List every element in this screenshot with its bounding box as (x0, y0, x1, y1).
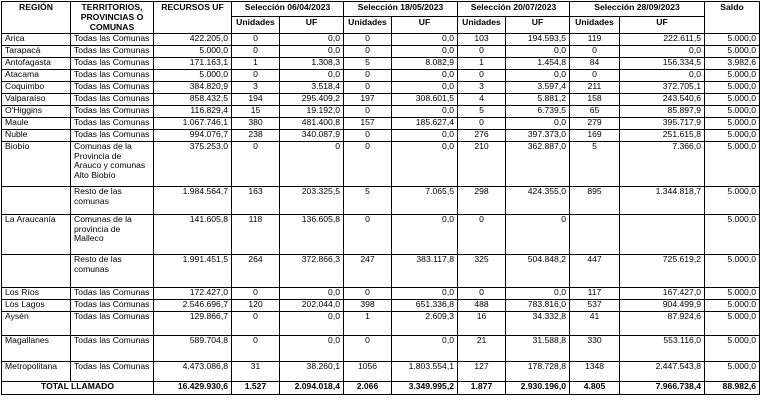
table-row (2, 335, 760, 361)
territorio-cell: Resto de las comunas (71, 186, 154, 214)
territorio-cell: Todas las Comunas (71, 311, 154, 335)
recursos-cell: 384.820,9 (154, 81, 232, 93)
s3-uf-cell: 0,0 (506, 45, 570, 57)
s3-uf-cell: 504.848,2 (506, 254, 570, 287)
s4-uf-cell: 395.717,9 (620, 117, 705, 129)
table-row (2, 45, 760, 57)
total-s2-unidades: 2.066 (344, 381, 392, 394)
s3-uf-cell: 194.593,5 (506, 33, 570, 45)
s4-uf-cell: 87.924,6 (620, 311, 705, 335)
s1-unidades-cell: 380 (232, 117, 280, 129)
recursos-cell: 116.829,4 (154, 105, 232, 117)
s2-unidades-cell: 0 (344, 45, 392, 57)
s4-unidades-cell: 5 (570, 141, 620, 186)
table-row (2, 214, 760, 254)
s2-unidades-cell: 0 (344, 105, 392, 117)
s3-unidades-cell: 0 (458, 287, 506, 299)
s3-uf-cell: 362.887,0 (506, 141, 570, 186)
subheader-unidades: Unidades (344, 17, 392, 33)
territorio-cell: Todas las Comunas (71, 105, 154, 117)
region-cell: La Araucanía (2, 214, 71, 254)
s4-uf-cell (620, 214, 705, 254)
s1-unidades-cell: 194 (232, 93, 280, 105)
s4-uf-cell: 7.366,0 (620, 141, 705, 186)
table-row (2, 299, 760, 311)
s4-uf-cell: 222.611,5 (620, 33, 705, 45)
s3-uf-cell: 0,0 (506, 117, 570, 129)
total-s4-unidades: 4.805 (570, 381, 620, 394)
s3-uf-cell: 34.332,8 (506, 311, 570, 335)
recursos-cell: 858.432,5 (154, 93, 232, 105)
s4-uf-cell: 167.427,0 (620, 287, 705, 299)
recursos-cell: 1.991.451,5 (154, 254, 232, 287)
region-cell: Ñuble (2, 129, 71, 141)
recursos-cell: 2.546.696,7 (154, 299, 232, 311)
territorio-cell: Todas las Comunas (71, 361, 154, 381)
s4-uf-cell: 904.499,9 (620, 299, 705, 311)
s3-unidades-cell: 1 (458, 57, 506, 69)
s1-unidades-cell: 1 (232, 57, 280, 69)
recursos-cell: 1.984.564,7 (154, 186, 232, 214)
s3-unidades-cell: 325 (458, 254, 506, 287)
total-s1-unidades: 1.527 (232, 381, 280, 394)
territorio-cell: Todas las Comunas (71, 57, 154, 69)
region-cell: Valparaíso (2, 93, 71, 105)
s1-unidades-cell: 238 (232, 129, 280, 141)
s1-uf-cell: 481.400,8 (280, 117, 344, 129)
s2-uf-cell: 8.082,9 (392, 57, 458, 69)
s4-unidades-cell: 65 (570, 105, 620, 117)
saldo-cell: 5.000,0 (705, 45, 760, 57)
s4-unidades-cell: 447 (570, 254, 620, 287)
s1-unidades-cell: 0 (232, 311, 280, 335)
s2-uf-cell: 0,0 (392, 105, 458, 117)
s1-uf-cell: 3.518,4 (280, 81, 344, 93)
table-row (2, 117, 760, 129)
s2-uf-cell: 0,0 (392, 69, 458, 81)
territorio-cell: Todas las Comunas (71, 93, 154, 105)
s1-uf-cell: 0 (280, 141, 344, 186)
s2-unidades-cell: 1056 (344, 361, 392, 381)
s1-uf-cell: 340.087,9 (280, 129, 344, 141)
s2-uf-cell: 7.065,5 (392, 186, 458, 214)
recursos-cell: 375.253,0 (154, 141, 232, 186)
s4-unidades-cell: 0 (570, 69, 620, 81)
territorio-cell: Todas las Comunas (71, 117, 154, 129)
s1-uf-cell: 38.260,1 (280, 361, 344, 381)
saldo-cell: 5.000,0 (705, 287, 760, 299)
s1-unidades-cell: 163 (232, 186, 280, 214)
table-row (2, 287, 760, 299)
s2-unidades-cell: 157 (344, 117, 392, 129)
s3-uf-cell: 0,0 (506, 69, 570, 81)
recursos-cell: 129.866,7 (154, 311, 232, 335)
total-s1-uf: 2.094.018,4 (280, 381, 344, 394)
saldo-cell: 5.000,0 (705, 361, 760, 381)
total-label: TOTAL LLAMADO (2, 381, 154, 394)
s4-uf-cell: 553.116,0 (620, 335, 705, 361)
s2-unidades-cell: 0 (344, 69, 392, 81)
s3-uf-cell: 6.739,5 (506, 105, 570, 117)
recursos-cell: 5.000,0 (154, 69, 232, 81)
s3-unidades-cell: 0 (458, 214, 506, 254)
s4-uf-cell: 0,0 (620, 69, 705, 81)
s1-uf-cell: 0,0 (280, 45, 344, 57)
s3-unidades-cell: 210 (458, 141, 506, 186)
table-row (2, 186, 760, 214)
table-row (2, 105, 760, 117)
saldo-cell: 5.000,0 (705, 117, 760, 129)
s2-unidades-cell: 0 (344, 129, 392, 141)
s1-uf-cell: 0,0 (280, 69, 344, 81)
allocation-table (1, 1, 760, 395)
s1-uf-cell: 0,0 (280, 335, 344, 361)
s4-unidades-cell: 84 (570, 57, 620, 69)
s3-unidades-cell: 16 (458, 311, 506, 335)
saldo-cell: 5.000,0 (705, 141, 760, 186)
s2-uf-cell: 0,0 (392, 129, 458, 141)
s4-unidades-cell: 895 (570, 186, 620, 214)
table-row (2, 69, 760, 81)
s4-unidades-cell: 330 (570, 335, 620, 361)
s3-uf-cell: 424.355,0 (506, 186, 570, 214)
territorio-cell: Todas las Comunas (71, 33, 154, 45)
header-seleccion-3: Selección 20/07/2023 (458, 2, 570, 17)
saldo-cell: 5.000,0 (705, 93, 760, 105)
s4-unidades-cell: 119 (570, 33, 620, 45)
s2-uf-cell: 0,0 (392, 45, 458, 57)
saldo-cell: 5.000,0 (705, 129, 760, 141)
total-s4-uf: 7.966.738,4 (620, 381, 705, 394)
s4-unidades-cell: 537 (570, 299, 620, 311)
s2-uf-cell: 383.117,8 (392, 254, 458, 287)
saldo-cell: 5.000,0 (705, 81, 760, 93)
s3-unidades-cell: 276 (458, 129, 506, 141)
s3-unidades-cell: 3 (458, 81, 506, 93)
recursos-cell: 422.205,0 (154, 33, 232, 45)
saldo-cell: 3.982,6 (705, 57, 760, 69)
s2-unidades-cell: 398 (344, 299, 392, 311)
s4-uf-cell: 156.334,5 (620, 57, 705, 69)
s2-uf-cell: 0,0 (392, 287, 458, 299)
s3-unidades-cell: 0 (458, 69, 506, 81)
s4-unidades-cell: 0 (570, 45, 620, 57)
s4-unidades-cell: 117 (570, 287, 620, 299)
s4-uf-cell: 2.447.543,8 (620, 361, 705, 381)
saldo-cell: 5.000,0 (705, 299, 760, 311)
s3-unidades-cell: 488 (458, 299, 506, 311)
s3-unidades-cell: 127 (458, 361, 506, 381)
s4-uf-cell: 243.540,6 (620, 93, 705, 105)
territorio-cell: Comunas de la Provincia de Arauco y comunas Alto Biobío (71, 141, 154, 186)
total-saldo: 88.982,6 (705, 381, 760, 394)
s3-uf-cell: 3.597,4 (506, 81, 570, 93)
s1-uf-cell: 202.044,0 (280, 299, 344, 311)
recursos-cell: 141.605,8 (154, 214, 232, 254)
s2-unidades-cell: 0 (344, 214, 392, 254)
s1-uf-cell: 19.192,0 (280, 105, 344, 117)
s2-unidades-cell: 0 (344, 81, 392, 93)
s3-unidades-cell: 0 (458, 45, 506, 57)
saldo-cell: 5.000,0 (705, 69, 760, 81)
s1-uf-cell: 0,0 (280, 311, 344, 335)
saldo-cell: 5.000,0 (705, 105, 760, 117)
recursos-cell: 171.163,1 (154, 57, 232, 69)
s4-unidades-cell: 279 (570, 117, 620, 129)
subheader-uf: UF (280, 17, 344, 33)
s3-uf-cell: 1.454,8 (506, 57, 570, 69)
recursos-cell: 4.473.086,8 (154, 361, 232, 381)
territorio-cell: Todas las Comunas (71, 81, 154, 93)
header-region: REGIÓN (2, 2, 71, 34)
table-row (2, 254, 760, 287)
header-territorios: TERRITORIOS, PROVINCIAS O COMUNAS (71, 2, 154, 34)
s3-uf-cell: 397.373,0 (506, 129, 570, 141)
total-s3-uf: 2.930.196,0 (506, 381, 570, 394)
recursos-cell: 994.076,7 (154, 129, 232, 141)
s2-uf-cell: 0,0 (392, 33, 458, 45)
region-cell: Aysén (2, 311, 71, 335)
s1-unidades-cell: 0 (232, 45, 280, 57)
region-cell: Metropolitana (2, 361, 71, 381)
table-row (2, 81, 760, 93)
territorio-cell: Todas las Comunas (71, 45, 154, 57)
region-cell: Atacama (2, 69, 71, 81)
total-s3-unidades: 1.877 (458, 381, 506, 394)
s1-unidades-cell: 264 (232, 254, 280, 287)
subheader-unidades: Unidades (458, 17, 506, 33)
region-cell: Biobío (2, 141, 71, 186)
s3-uf-cell: 0 (506, 214, 570, 254)
header-seleccion-2: Selección 18/05/2023 (344, 2, 458, 17)
s1-unidades-cell: 120 (232, 299, 280, 311)
region-cell: Los Lagos (2, 299, 71, 311)
s1-uf-cell: 0,0 (280, 287, 344, 299)
s1-uf-cell: 372.866,3 (280, 254, 344, 287)
s2-uf-cell: 0,0 (392, 81, 458, 93)
subheader-uf: UF (506, 17, 570, 33)
recursos-cell: 589.704,8 (154, 335, 232, 361)
s1-unidades-cell: 0 (232, 287, 280, 299)
table-row (2, 129, 760, 141)
s4-unidades-cell: 41 (570, 311, 620, 335)
s2-unidades-cell: 5 (344, 186, 392, 214)
s1-unidades-cell: 0 (232, 69, 280, 81)
territorio-cell: Todas las Comunas (71, 287, 154, 299)
region-cell: Antofagasta (2, 57, 71, 69)
s4-uf-cell: 372.705,1 (620, 81, 705, 93)
s2-unidades-cell: 1 (344, 311, 392, 335)
total-recursos: 16.429.930,6 (154, 381, 232, 394)
s3-unidades-cell: 298 (458, 186, 506, 214)
s4-uf-cell: 0,0 (620, 45, 705, 57)
s2-unidades-cell: 0 (344, 141, 392, 186)
subheader-uf: UF (620, 17, 705, 33)
s2-unidades-cell: 5 (344, 57, 392, 69)
s3-uf-cell: 31.588,8 (506, 335, 570, 361)
total-row (2, 381, 760, 394)
s1-unidades-cell: 0 (232, 33, 280, 45)
region-cell: Magallanes (2, 335, 71, 361)
s2-unidades-cell: 0 (344, 287, 392, 299)
s2-uf-cell: 308.601,5 (392, 93, 458, 105)
recursos-cell: 172.427,0 (154, 287, 232, 299)
header-seleccion-4: Selección 28/09/2023 (570, 2, 705, 17)
s4-unidades-cell: 1348 (570, 361, 620, 381)
region-cell: Coquimbo (2, 81, 71, 93)
region-cell: O'Higgins (2, 105, 71, 117)
territorio-cell: Comunas de la provincia de Malleco (71, 214, 154, 254)
table-body (2, 33, 760, 381)
s2-uf-cell: 185.627,4 (392, 117, 458, 129)
s2-unidades-cell: 0 (344, 335, 392, 361)
s1-unidades-cell: 0 (232, 141, 280, 186)
subheader-uf: UF (392, 17, 458, 33)
table-row (2, 311, 760, 335)
saldo-cell: 5.000,0 (705, 254, 760, 287)
territorio-cell: Todas las Comunas (71, 335, 154, 361)
s2-unidades-cell: 0 (344, 33, 392, 45)
table-row (2, 141, 760, 186)
s4-unidades-cell (570, 214, 620, 254)
saldo-cell: 5.000,0 (705, 33, 760, 45)
territorio-cell: Todas las Comunas (71, 69, 154, 81)
s1-unidades-cell: 0 (232, 335, 280, 361)
s4-unidades-cell: 158 (570, 93, 620, 105)
subheader-unidades: Unidades (570, 17, 620, 33)
region-cell: Los Ríos (2, 287, 71, 299)
recursos-cell: 1.067.746,1 (154, 117, 232, 129)
s4-uf-cell: 1.344.818,7 (620, 186, 705, 214)
region-cell: Tarapacá (2, 45, 71, 57)
s3-unidades-cell: 4 (458, 93, 506, 105)
s2-uf-cell: 2.609,3 (392, 311, 458, 335)
table-row (2, 33, 760, 45)
s3-uf-cell: 178.728,8 (506, 361, 570, 381)
s1-uf-cell: 203.325,5 (280, 186, 344, 214)
s3-unidades-cell: 5 (458, 105, 506, 117)
table-row (2, 93, 760, 105)
s1-unidades-cell: 15 (232, 105, 280, 117)
recursos-cell: 5.000,0 (154, 45, 232, 57)
s3-uf-cell: 5.881,2 (506, 93, 570, 105)
s4-uf-cell: 251.615,8 (620, 129, 705, 141)
s2-uf-cell: 1.803.554,1 (392, 361, 458, 381)
s1-unidades-cell: 3 (232, 81, 280, 93)
territorio-cell: Resto de las comunas (71, 254, 154, 287)
saldo-cell: 5.000,0 (705, 335, 760, 361)
s1-uf-cell: 295.409,2 (280, 93, 344, 105)
subheader-unidades: Unidades (232, 17, 280, 33)
s2-uf-cell: 0,0 (392, 214, 458, 254)
header-saldo: Saldo (705, 2, 760, 34)
s1-uf-cell: 1.308,3 (280, 57, 344, 69)
s2-uf-cell: 0,0 (392, 335, 458, 361)
s3-unidades-cell: 103 (458, 33, 506, 45)
s3-uf-cell: 783.816,0 (506, 299, 570, 311)
s3-unidades-cell: 21 (458, 335, 506, 361)
s4-unidades-cell: 211 (570, 81, 620, 93)
s2-unidades-cell: 247 (344, 254, 392, 287)
table-row (2, 361, 760, 381)
table-row (2, 57, 760, 69)
s1-uf-cell: 0,0 (280, 33, 344, 45)
region-cell (2, 186, 71, 214)
s3-unidades-cell: 0 (458, 117, 506, 129)
saldo-cell: 5.000,0 (705, 311, 760, 335)
territorio-cell: Todas las Comunas (71, 299, 154, 311)
s2-uf-cell: 0,0 (392, 141, 458, 186)
s4-uf-cell: 725.619,2 (620, 254, 705, 287)
saldo-cell: 5.000,0 (705, 214, 760, 254)
s2-unidades-cell: 197 (344, 93, 392, 105)
s1-unidades-cell: 118 (232, 214, 280, 254)
saldo-cell: 5.000,0 (705, 186, 760, 214)
region-cell (2, 254, 71, 287)
header-seleccion-1: Selección 06/04/2023 (232, 2, 344, 17)
s4-unidades-cell: 169 (570, 129, 620, 141)
total-s2-uf: 3.349.995,2 (392, 381, 458, 394)
s2-uf-cell: 651.336,8 (392, 299, 458, 311)
territorio-cell: Todas las Comunas (71, 129, 154, 141)
header-recursos: RECURSOS UF (154, 2, 232, 34)
s1-uf-cell: 136.605,8 (280, 214, 344, 254)
s1-unidades-cell: 31 (232, 361, 280, 381)
region-cell: Maule (2, 117, 71, 129)
s4-uf-cell: 85.897,9 (620, 105, 705, 117)
region-cell: Arica (2, 33, 71, 45)
s3-uf-cell: 0,0 (506, 287, 570, 299)
